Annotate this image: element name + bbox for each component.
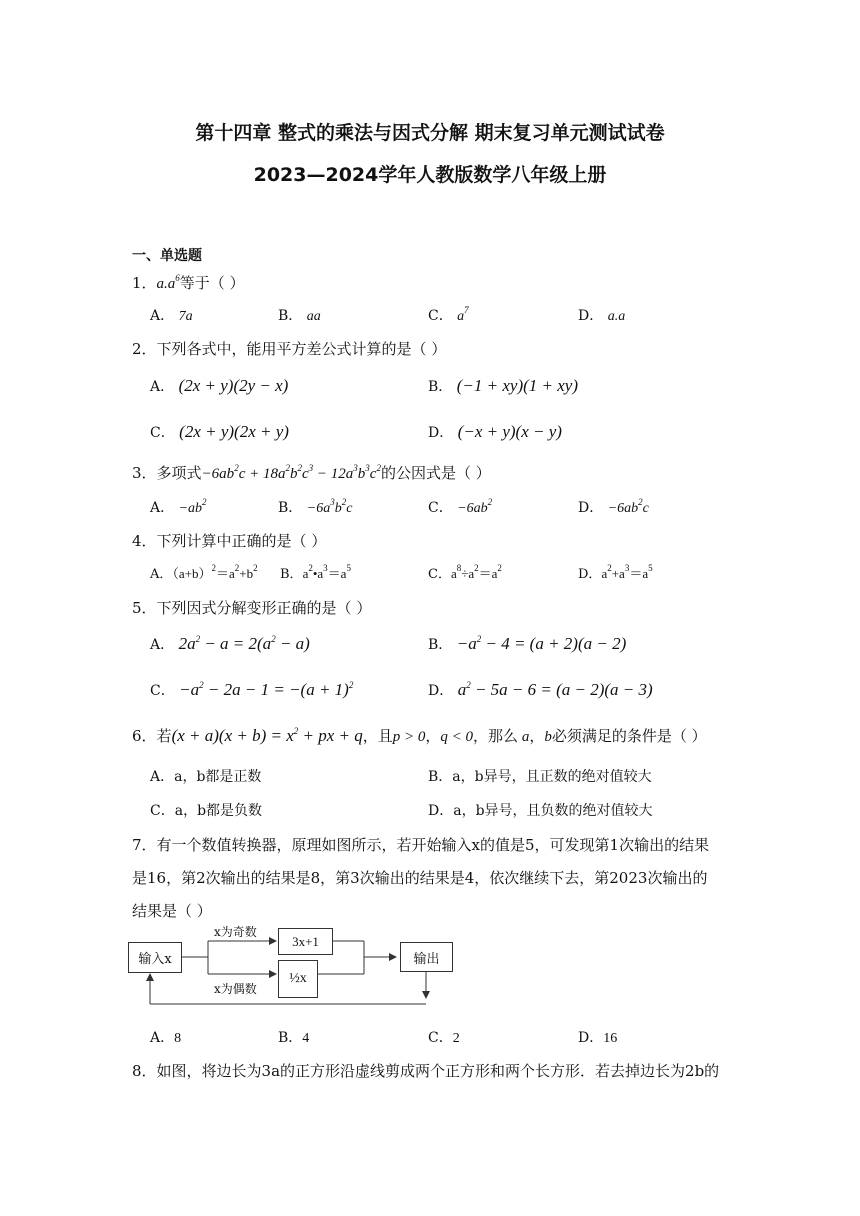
q3-polynomial: $-6ab^2c + 18a^2b^2c^3 - 12a^3b^3c^2$ bbox=[201, 463, 381, 482]
q4-option-a[interactable]: A．$(a+b)^2=a^2+b^2$ bbox=[150, 563, 258, 582]
q1-exp: 6 bbox=[175, 273, 180, 283]
output-box: 输出 bbox=[400, 942, 453, 972]
q1-option-c[interactable]: C． $a^7$ bbox=[428, 305, 469, 324]
question-5: 5．下列因式分解变形正确的是（ ） bbox=[132, 599, 372, 617]
q1-expr: a.a bbox=[156, 276, 176, 292]
even-operation-box: ½x bbox=[278, 960, 318, 998]
q2-option-a[interactable]: A． (2x + y)(2y − x) bbox=[150, 376, 289, 395]
question-7-line-1: 7．有一个数值转换器，原理如图所示，若开始输入x的值是5，可发现第1次输出的结果 bbox=[132, 836, 710, 854]
q2-option-b[interactable]: B． (−1 + xy)(1 + xy) bbox=[428, 376, 578, 395]
question-8: 8．如图，将边长为3a的正方形沿虚线剪成两个正方形和两个长方形．若去掉边长为2b的 bbox=[132, 1062, 720, 1080]
q1-option-a[interactable]: A． 7a bbox=[150, 308, 193, 324]
q2-option-d[interactable]: D． (−x + y)(x − y) bbox=[428, 422, 562, 441]
q3-option-a[interactable]: A． $-ab^2$ bbox=[150, 497, 207, 516]
q6-option-b[interactable]: B．a，b异号，且正数的绝对值较大 bbox=[428, 769, 652, 785]
conversion-diagram bbox=[128, 922, 458, 1022]
q7-option-c[interactable]: C．2 bbox=[428, 1030, 460, 1046]
q4-option-c[interactable]: C．$a^8\div a^2=a^2$ bbox=[428, 563, 502, 582]
question-3: 3．多项式$-6ab^2c + 18a^2b^2c^3 - 12a^3b^3c^2$的公因式是（ ） bbox=[132, 463, 491, 482]
q3-option-b[interactable]: B． $-6a^3b^2c$ bbox=[278, 497, 353, 516]
title-line-2: 2023—2024学年人教版数学八年级上册 bbox=[253, 164, 607, 186]
q7-option-b[interactable]: B．4 bbox=[278, 1030, 310, 1046]
even-label: x为偶数 bbox=[214, 982, 257, 996]
q5-option-c[interactable]: C． $-a^2 - 2a - 1 = -(a + 1)^2$ bbox=[150, 680, 354, 699]
q6-option-a[interactable]: A．a，b都是正数 bbox=[150, 769, 262, 785]
q5-option-a[interactable]: A． $2a^2 - a = 2(a^2 - a)$ bbox=[150, 634, 310, 653]
question-4: 4．下列计算中正确的是（ ） bbox=[132, 532, 327, 550]
odd-operation-box: 3x+1 bbox=[278, 928, 333, 955]
title-line-1: 第十四章 整式的乘法与因式分解 期末复习单元测试试卷 bbox=[195, 122, 665, 144]
q1-option-b[interactable]: B． aa bbox=[278, 308, 321, 324]
q5-option-d[interactable]: D． $a^2 - 5a - 6 = (a - 2)(a - 3)$ bbox=[428, 680, 653, 699]
q7-option-d[interactable]: D．16 bbox=[578, 1030, 618, 1046]
question-2: 2．下列各式中，能用平方差公式计算的是（ ） bbox=[132, 340, 447, 358]
q7-option-a[interactable]: A．8 bbox=[150, 1030, 182, 1046]
question-1 bbox=[132, 272, 245, 293]
q3-option-d[interactable]: D． $-6ab^2c$ bbox=[578, 497, 649, 516]
input-box: 输入x bbox=[128, 942, 182, 973]
q2-option-c[interactable]: C． (2x + y)(2x + y) bbox=[150, 422, 289, 441]
q5-option-b[interactable]: B． $-a^2 - 4 = (a + 2)(a - 2)$ bbox=[428, 634, 627, 653]
q1-option-d[interactable]: D． a.a bbox=[578, 308, 626, 324]
q1-text: 等于（ ） bbox=[179, 274, 245, 292]
q4-option-b[interactable]: B．$a^2•a^3=a^5$ bbox=[280, 563, 351, 582]
section-heading: 一、单选题 bbox=[132, 248, 202, 264]
question-6: 6．若$(x + a)(x + b) = x^2$ + px + q，且p > 0，q < 0，那么 a，b必须满足的条件是（ ） bbox=[132, 726, 707, 745]
q6-option-c[interactable]: C．a，b都是负数 bbox=[150, 803, 263, 819]
q3-option-c[interactable]: C． $-6ab^2$ bbox=[428, 497, 493, 516]
q4-option-d[interactable]: D．$a^2+a^3=a^5$ bbox=[578, 563, 653, 582]
question-number: 1． bbox=[132, 274, 157, 292]
question-7-line-2: 是16，第2次输出的结果是8，第3次输出的结果是4，依次继续下去，第2023次输出的 bbox=[132, 869, 708, 887]
question-7-line-3: 结果是（ ） bbox=[132, 902, 212, 920]
q6-option-d[interactable]: D．a，b异号，且负数的绝对值较大 bbox=[428, 803, 653, 819]
odd-label: x为奇数 bbox=[214, 925, 257, 939]
